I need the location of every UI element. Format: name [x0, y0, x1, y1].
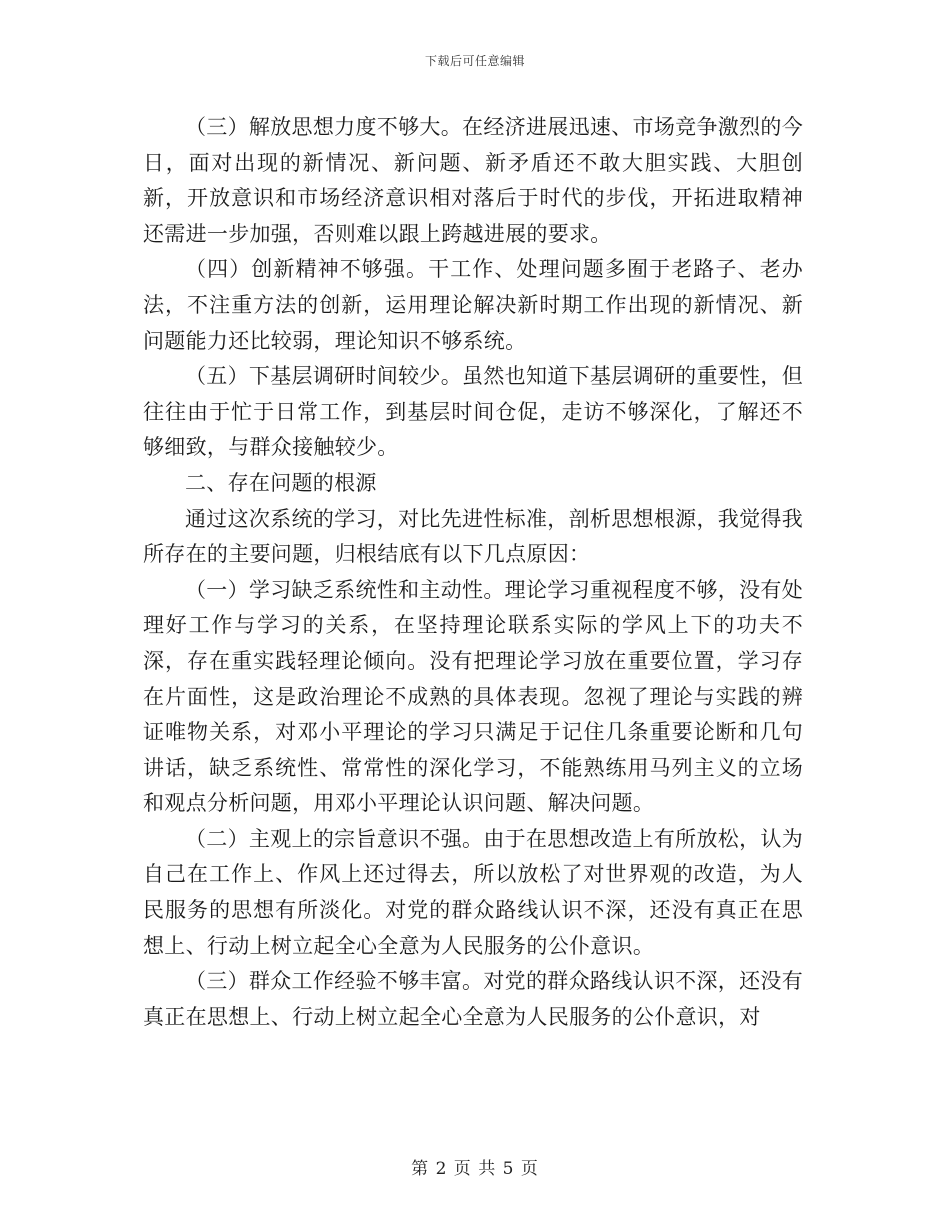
page-header: 下载后可任意编辑	[424, 54, 525, 68]
paragraph-liberate-thinking: （三）解放思想力度不够大。在经济进展迅速、市场竞争激烈的今日，面对出现的新情况、新问题、新矛盾还不敢大胆实践、大胆创新，开放意识和市场经济意识相对落后于时代的步伐，开拓进取精神还需进一步加强，否则难以跟上跨越进展的要求。	[143, 115, 803, 246]
paragraph-root-causes-intro: 通过这次系统的学习，对比先进性标准，剖析思想根源，我觉得我所存在的主要问题，归根结底有以下几点原因：	[143, 506, 803, 567]
document-body	[143, 110, 803, 1035]
paragraph-grassroots-research: （五）下基层调研时间较少。虽然也知道下基层调研的重要性，但往往由于忙于日常工作，到基层时间仓促，走访不够深化，了解还不够细致，与群众接触较少。	[143, 364, 803, 460]
page-number-footer: 第 2 页 共 5 页	[411, 1159, 539, 1179]
paragraph-study-lacking: （一）学习缺乏系统性和主动性。理论学习重视程度不够，没有处理好工作与学习的关系，在坚持理论联系实际的学风上下的功夫不深，存在重实践轻理论倾向。没有把理论学习放在重要位置，学习存在片面性，这是政治理论不成熟的具体表现。忽视了理论与实践的辨证唯物关系，对邓小平理论的学习只满足于记住几条重要论断和几句讲话，缺乏系统性、常常性的深化学习，不能熟练用马列主义的立场和观点分析问题，用邓小平理论认识问题、解决问题。	[143, 577, 803, 816]
paragraph-purpose-awareness: （二）主观上的宗旨意识不强。由于在思想改造上有所放松，认为自己在工作上、作风上还过得去，所以放松了对世界观的改造，为人民服务的思想有所淡化。对党的群众路线认识不深，还没有真正在思想上、行动上树立起全心全意为人民服务的公仆意识。	[143, 826, 803, 958]
paragraph-innovation-spirit: （四）创新精神不够强。干工作、处理问题多囿于老路子、老办法，不注重方法的创新，运用理论解决新时期工作出现的新情况、新问题能力还比较弱，理论知识不够系统。	[143, 257, 803, 353]
section-heading-root-causes: 二、存在问题的根源	[185, 470, 377, 495]
paragraph-mass-work-experience: （三）群众工作经验不够丰富。对党的群众路线认识不深，还没有真正在思想上、行动上树立起全心全意为人民服务的公仆意识，对	[143, 969, 803, 1029]
